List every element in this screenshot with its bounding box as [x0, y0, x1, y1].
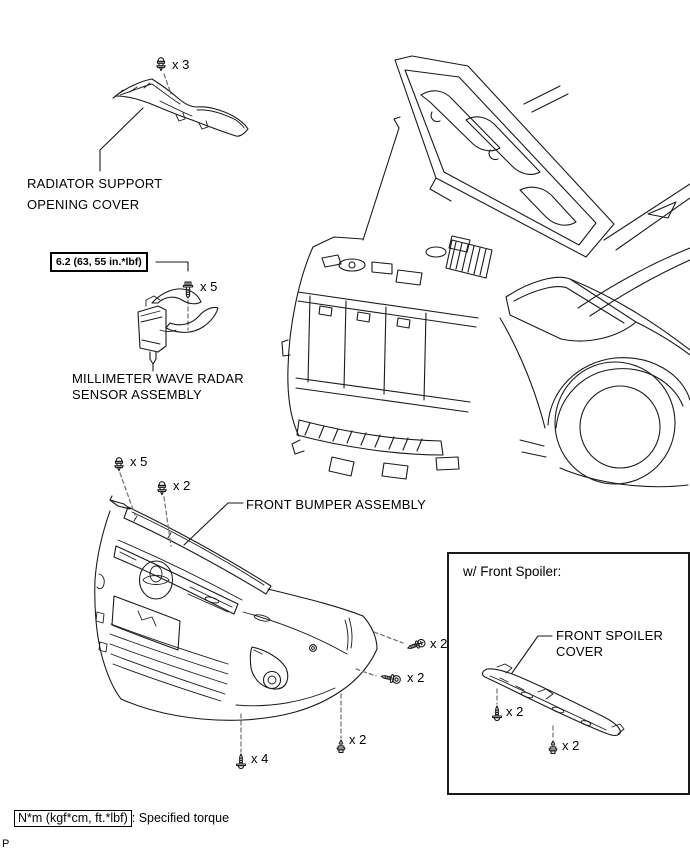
bumper-side-screw-count: x 2	[430, 636, 448, 651]
radiator-cover-drawing	[100, 58, 248, 171]
page-corner-mark: P	[2, 838, 10, 850]
front-spoiler-box-title: w/ Front Spoiler:	[463, 564, 562, 579]
radar-torque-spec-box	[50, 252, 148, 272]
torque-legend	[14, 810, 229, 827]
bumper-top-clip-count: x 5	[130, 454, 148, 469]
spoiler-clip-count: x 2	[562, 738, 580, 753]
spoiler-screw-count: x 2	[506, 704, 524, 719]
front-bumper-label: FRONT BUMPER ASSEMBLY	[246, 497, 426, 512]
front-spoiler-label-line2: COVER	[556, 644, 604, 659]
radiator-cover-label-line1: RADIATOR SUPPORT	[27, 176, 163, 191]
bumper-bottom-clip-count: x 2	[349, 732, 367, 747]
bumper-top-clip2-count: x 2	[173, 478, 191, 493]
radar-torque-spec: 6.2 (63, 55 in.*lbf)	[56, 256, 142, 268]
radar-bolt-count: x 5	[200, 279, 218, 294]
radar-sensor-label-line2: SENSOR ASSEMBLY	[72, 387, 202, 402]
radiator-cover-label	[27, 173, 162, 215]
radar-sensor-label-line1: MILLIMETER WAVE RADAR	[72, 371, 244, 386]
torque-note-text: : Specified torque	[131, 811, 230, 825]
vehicle-drawing	[282, 56, 690, 487]
torque-symbol-box: N*m (kgf*cm, ft.*lbf)	[14, 810, 132, 827]
radar-sensor-label	[72, 371, 244, 403]
bumper-side-bolt-count: x 2	[407, 670, 425, 685]
radiator-cover-label-line2: OPENING COVER	[27, 197, 140, 212]
front-spoiler-label-line1: FRONT SPOILER	[556, 628, 664, 643]
front-spoiler-option-box	[447, 552, 690, 795]
bumper-bottom-screw-count: x 4	[251, 751, 269, 766]
front-spoiler-label	[556, 628, 663, 660]
radiator-cover-clip-count: x 3	[172, 57, 190, 72]
